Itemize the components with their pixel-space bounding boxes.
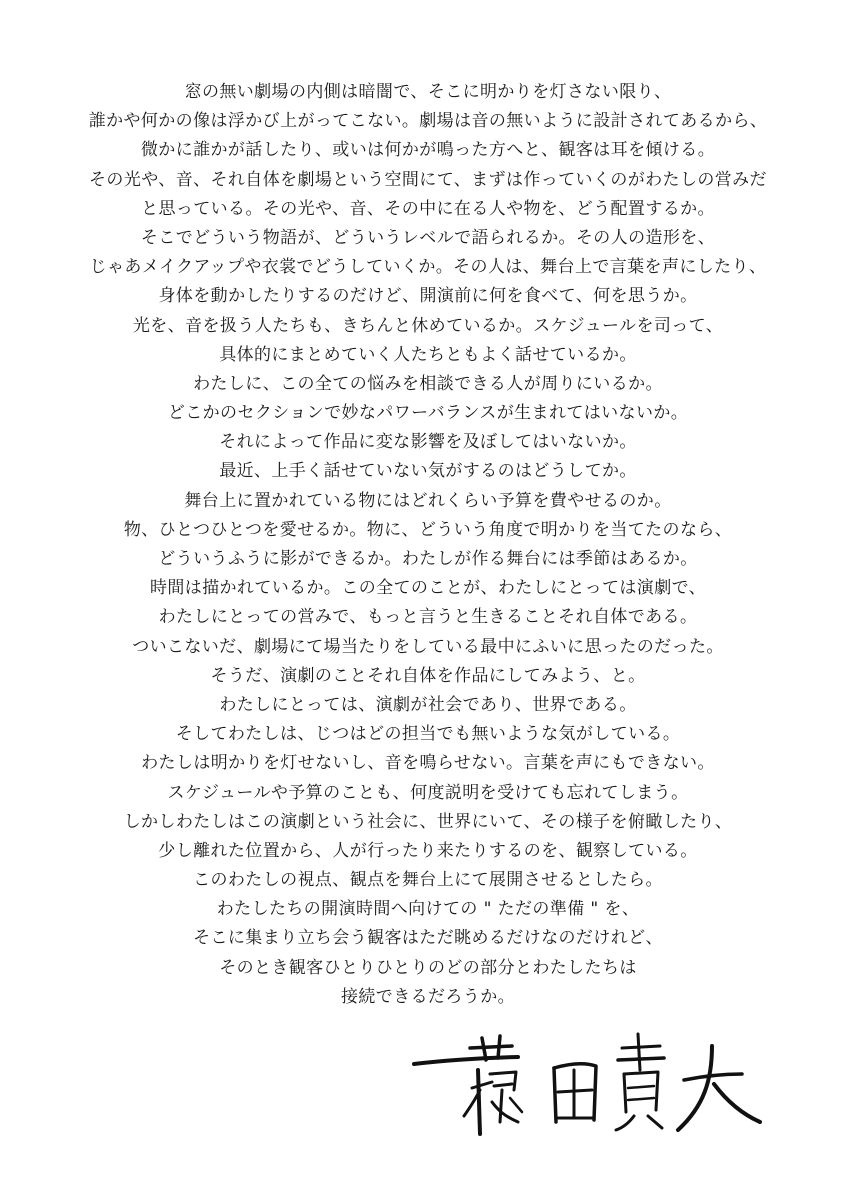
statement-line: そしてわたしは、じつはどの担当でも無いような気がしている。 (175, 724, 681, 745)
statement-line: 光を、音を扱う人たちも、きちんと休めているか。スケジュールを司って、 (132, 315, 724, 336)
statement-line: と思っている。その光や、音、その中に在る人や物を、どう配置するか。 (141, 198, 715, 219)
statement-line: わたしたちの開演時間へ向けての " ただの準備 " を、 (216, 899, 640, 920)
statement-line: その光や、音、それ自体を劇場という空間にて、まずは作っていくのがわたしの営みだ (89, 169, 767, 190)
statement-line: ついこないだ、劇場にて場当たりをしている最中にふいに思ったのだった。 (132, 636, 724, 657)
statement-line: スケジュールや予算のことも、何度説明を受けても忘れてしまう。 (167, 782, 689, 803)
statement-line: 接続できるだろうか。 (341, 986, 515, 1007)
statement-line: 窓の無い劇場の内側は暗闇で、そこに明かりを灯さない限り、 (184, 82, 672, 102)
statement-line: どこかのセクションで妙なパワーバランスが生まれてはいないか。 (167, 403, 689, 424)
statement-line: わたしにとっては、演劇が社会であり、世界である。 (219, 694, 637, 715)
handwritten-signature (408, 1030, 768, 1140)
statement-line: 最近、上手く話せていない気がするのはどうしてか。 (219, 461, 637, 482)
statement-line: 微かに誰かが話したり、或いは何かが鳴った方へと、観客は耳を傾ける。 (140, 140, 716, 161)
statement-line: そのとき観客ひとりひとりのどの部分とわたしたちは (219, 957, 637, 978)
statement-line: 物、ひとつひとつを愛せるか。物に、どういう角度で明かりを当てたのなら、 (123, 519, 733, 540)
statement-line: そうだ、演劇のことそれ自体を作品にしてみよう、と。 (210, 665, 646, 686)
statement-line: そこでどういう物語が、どういうレベルで語られるか。その人の造形を、 (140, 227, 716, 248)
statement-line: 時間は描かれているか。この全てのことが、わたしにとっては演劇で、 (149, 578, 707, 599)
statement-line: わたしにとっての営みで、もっと言うと生きることそれ自体である。 (158, 607, 698, 628)
statement-text (40, 78, 816, 1012)
statement-line: それによって作品に変な影響を及ぼしてはいないか。 (219, 432, 637, 453)
statement-line: このわたしの視点、観点を舞台上にて展開させるとしたら。 (193, 870, 663, 891)
statement-line: 舞台上に置かれている物にはどれくらい予算を費やせるのか。 (184, 490, 672, 511)
signature-strokes (408, 1030, 768, 1140)
statement-line: 少し離れた位置から、人が行ったり来たりするのを、観察している。 (158, 840, 698, 861)
statement-line: しかしわたしはこの演劇という社会に、世界にいて、その様子を俯瞰したり、 (123, 811, 733, 832)
statement-line: わたしは明かりを灯せないし、音を鳴らせない。言葉を声にもできない。 (141, 753, 715, 774)
statement-line: そこに集まり立ち会う観客はただ眺めるだけなのだけれど、 (193, 928, 663, 949)
statement-line: わたしに、この全ての悩みを相談できる人が周りにいるか。 (193, 373, 663, 394)
statement-line: 誰かや何かの像は浮かび上がってこない。劇場は音の無いように設計されてあるから、 (88, 111, 768, 132)
statement-line: 具体的にまとめていく人たちともよく話せているか。 (219, 344, 637, 365)
statement-line: じゃあメイクアップや衣裳でどうしていくか。その人は、舞台上で言葉を声にしたり、 (89, 257, 767, 278)
statement-line: 身体を動かしたりするのだけど、開演前に何を食べて、何を思うか。 (158, 286, 698, 307)
statement-line: どういうふうに影ができるか。わたしが作る舞台には季節はあるか。 (158, 549, 698, 569)
